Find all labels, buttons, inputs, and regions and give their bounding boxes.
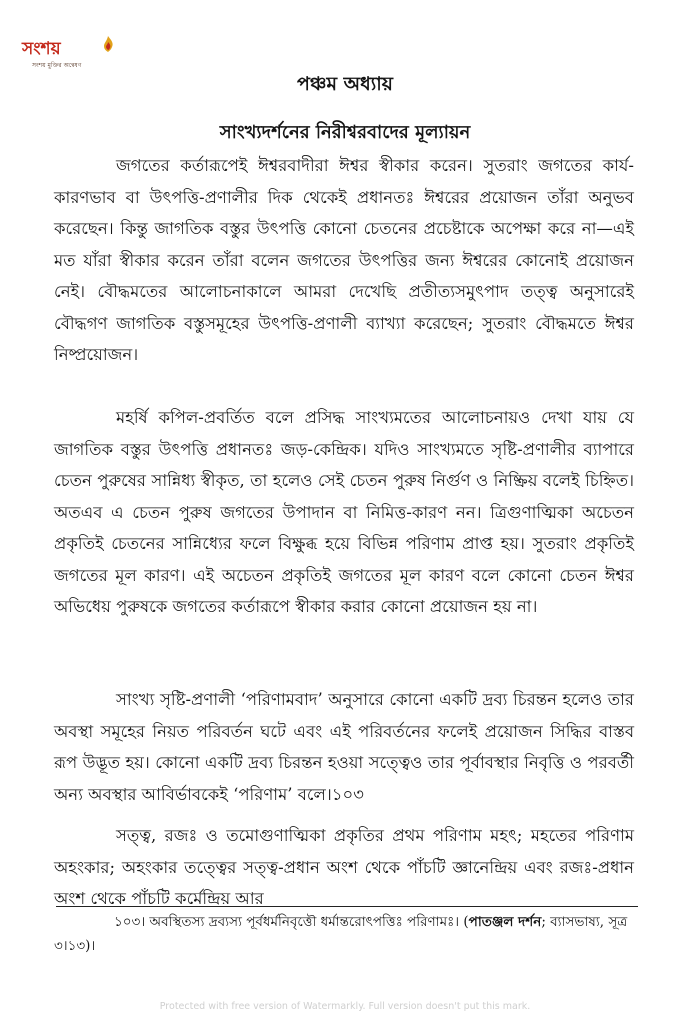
section-title: সাংখ্যদর্শনের নিরীশ্বরবাদের মূল্যায়ন	[219, 122, 471, 143]
flame-icon	[102, 36, 114, 52]
paragraph: জগতের কর্তারূপেই ঈশ্বরবাদীরা ঈশ্বর স্বীকার করেন। সুতরাং জগতের কার্য-কারণভাব বা উৎপত্তি-প্রণালীর দিক থেকেই প্রধানতঃ ঈশ্বরের প্রয়োজন তাঁরা অনুভব করেছেন। কিন্তু জাগতিক বস্তুর উৎপত্তি কোনো চেতনের প্রচেষ্টাকে অপেক্ষা করে না—এই মত যাঁরা স্বীকার করেন তাঁরা বলেন জগতের উৎপত্তির জন্য ঈশ্বরের কোনোই প্রয়োজন নেই। বৌদ্ধমতের আলোচনাকালে আমরা দেখেছি প্রতীত্যসমুৎপাদ তত্ত্ব অনুসারেই বৌদ্ধগণ জাগতিক বস্তুসমূহের উৎপত্তি-প্রণালী ব্যাখ্যা করেছেন; সুতরাং বৌদ্ধমতে ঈশ্বর নিষ্প্রয়োজন।	[54, 156, 634, 364]
chapter-title: পঞ্চম অধ্যায়	[297, 73, 393, 95]
footnote-source: পাতঞ্জল দর্শন	[468, 914, 542, 930]
paragraph: সত্ত্ব, রজঃ ও তমোগুণাত্মিকা প্রকৃতির প্রথম পরিণাম মহৎ; মহতের পরিণাম অহংকার; অহংকার তত্ত্বের সত্ত্ব-প্রধান অংশ থেকে পাঁচটি জ্ঞানেন্দ্রিয় এবং রজঃ-প্রধান অংশ থেকে পাঁচটি কর্মেন্দ্রিয় আর	[54, 826, 634, 908]
watermark-text: Protected with free version of Watermarkly. Full version doesn't put this mark.	[159, 1001, 531, 1012]
footnote	[54, 910, 636, 958]
logo-tagline: সংশয় মুক্তির অন্বেষণ	[32, 62, 82, 69]
footnote-divider	[56, 906, 638, 907]
footnote-text: ১০৩। অবস্থিতস্য দ্রব্যস্য পূর্বধর্মনিবৃত্তৌ ধর্মান্তরোৎপত্তিঃ পরিণামঃ। (	[114, 914, 469, 930]
logo-wordmark: সংশয়	[22, 39, 61, 59]
paragraph: মহর্ষি কপিল-প্রবর্তিত বলে প্রসিদ্ধ সাংখ্যমতের আলোচনায়ও দেখা যায় যে জাগতিক বস্তুর উৎপত্তি প্রধানতঃ জড়-কেন্দ্রিক। যদিও সাংখ্যমতে সৃষ্টি-প্রণালীর ব্যাপারে চেতন পুরুষের সান্নিধ্য স্বীকৃত, তা হলেও সেই চেতন পুরুষ নির্গুণ ও নিষ্ক্রিয় বলেই চিহ্নিত। অতএব এ চেতন পুরুষ জগতের উপাদান বা নিমিত্ত-কারণ নন। ত্রিগুণাত্মিকা অচেতন প্রকৃতিই চেতনের সান্নিধ্যের ফলে বিক্ষুব্ধ হয়ে বিভিন্ন পরিণাম প্রাপ্ত হয়। সুতরাং প্রকৃতিই জগতের মূল কারণ। এই অচেতন প্রকৃতিই জগতের মূল কারণ বলে কোনো চেতন ঈশ্বর অভিধেয় পুরুষকে জগতের কর্তারূপে স্বীকার করার কোনো প্রয়োজন হয় না।	[54, 408, 634, 616]
paragraph: সাংখ্য সৃষ্টি-প্রণালী ‘পরিণামবাদ’ অনুসারে কোনো একটি দ্রব্য চিরন্তন হলেও তার অবস্থা সমূহের নিয়ত পরিবর্তন ঘটে এবং এই পরিবর্তনের ফলেই প্রয়োজন সিদ্ধির বাস্তব রূপ উদ্ভূত হয়। কোনো একটি দ্রব্য চিরন্তন হওয়া সত্ত্বেও তার পূর্বাবস্থার নিবৃত্তি ও পরবর্তী অন্য অবস্থার আবির্ভাবকেই ‘পরিণাম’ বলে।১০৩	[54, 690, 634, 804]
footnote-source-rest: ; ব্যাসভাষ্য, সূত্র ৩।১৩)।	[54, 914, 628, 954]
